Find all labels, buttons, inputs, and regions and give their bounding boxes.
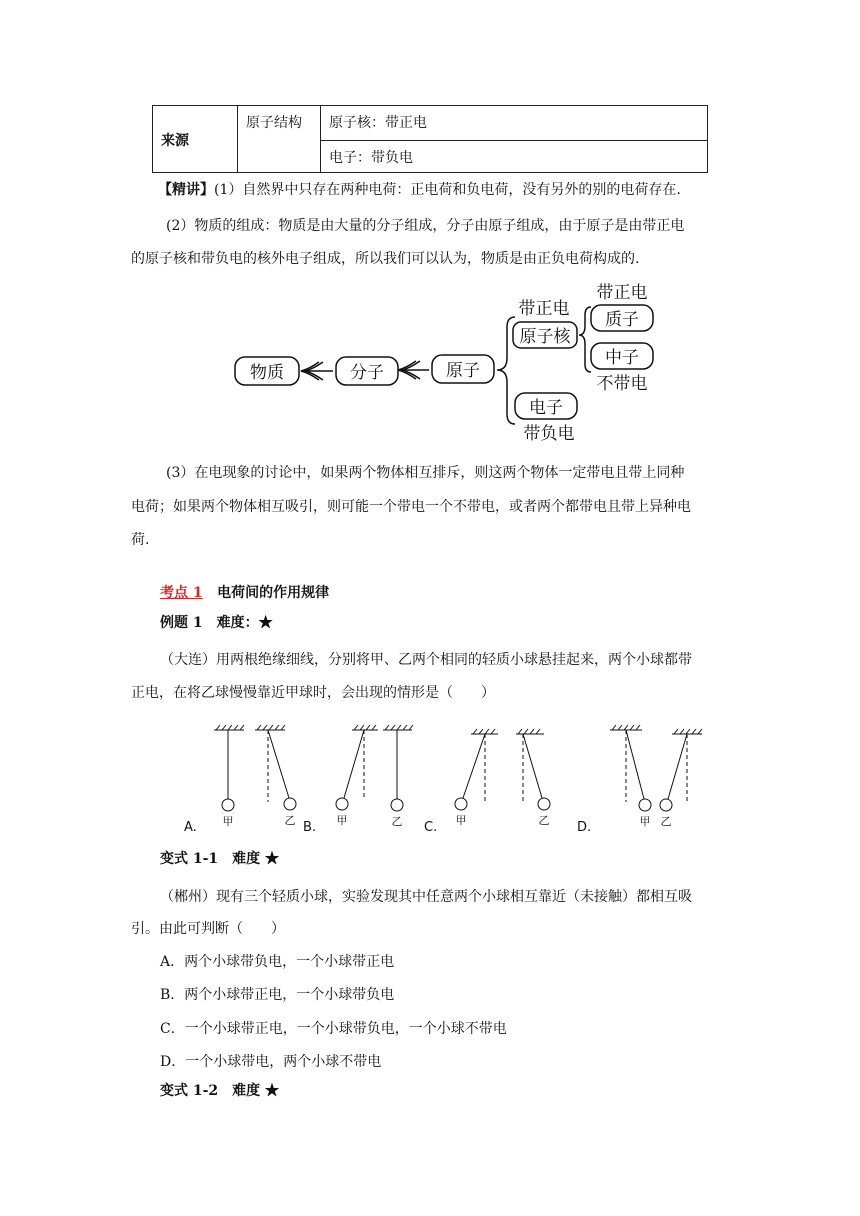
matter-structure-diagram: [225, 282, 685, 447]
svg-text:甲: 甲: [222, 815, 234, 828]
variant2-heading: 变式 1-2 难度 ★: [160, 1083, 280, 1099]
label-yuanzihe: 原子核: [519, 327, 571, 347]
ball-a-jia: [222, 799, 234, 811]
ceiling-d2: [672, 729, 702, 734]
example1-line2: 正电，在将乙球慢慢靠近甲球时，会出现的情形是（ ）: [131, 685, 495, 701]
svg-text:甲: 甲: [639, 815, 651, 828]
kaodian-heading: [160, 583, 329, 603]
label-fenzi: 分子: [350, 363, 384, 383]
ball-d-jia: [639, 799, 651, 811]
table-col-label: 原子结构: [246, 115, 302, 131]
variant1-option-b: B．两个小球带正电，一个小球带负电: [160, 987, 395, 1003]
ceiling-d1: [610, 725, 642, 730]
option-d: D.: [577, 820, 592, 834]
ball-d-yi: [660, 799, 672, 811]
svg-text:乙: 乙: [284, 814, 296, 827]
variant1-option-d: D．一个小球带电，两个小球不带电: [160, 1054, 382, 1070]
ceiling-b2: [383, 725, 413, 730]
example1-line1: （大连）用两根绝缘细线，分别将甲、乙两个相同的轻质小球悬挂起来，两个小球都带: [160, 652, 692, 668]
svg-text:乙: 乙: [391, 815, 403, 828]
variant1-option-c: C．一个小球带正电，一个小球带负电，一个小球不带电: [160, 1021, 507, 1037]
label-zhongzi-charge: 不带电: [596, 374, 648, 394]
jingjiang-p2-line2: 的原子核和带负电的核外电子组成，所以我们可以认为，物质是由正负电荷构成的.: [131, 251, 640, 267]
option-c: C.: [424, 820, 438, 834]
option-b: B.: [303, 820, 317, 834]
svg-text:甲: 甲: [455, 814, 467, 827]
kaodian-label: 考点 1: [160, 585, 203, 601]
label-dianzi-charge: 带负电: [523, 424, 575, 444]
ball-b-jia: [336, 798, 348, 810]
ball-a-yi: [284, 798, 296, 810]
ceiling-c2: [516, 729, 544, 734]
variant1-option-a: A．两个小球带负电，一个小球带正电: [160, 954, 395, 970]
ball-c-yi: [538, 798, 550, 810]
ceiling-a2: [255, 725, 285, 730]
svg-text:乙: 乙: [538, 814, 550, 827]
ball-c-jia: [455, 798, 467, 810]
table-cell: 原子核：带正电: [329, 115, 427, 131]
jingjiang-p3-line3: 荷.: [131, 532, 150, 548]
label-zhizi-charge: 带正电: [596, 283, 648, 303]
jingjiang-p3-line1: (3）在电现象的讨论中，如果两个物体相互排斥，则这两个物体一定带电且带上同种: [166, 465, 685, 481]
ceiling-a1: [214, 725, 244, 730]
jingjiang-p2-line1: (2）物质的组成：物质是由大量的分子组成，分子由原子组成，由于原子是由带正电: [166, 218, 685, 234]
jingjiang-p3-line2: 电荷；如果两个物体相互吸引，则可能一个带电一个不带电，或者两个都带电且带上异种电: [131, 499, 691, 515]
option-a: A.: [184, 820, 197, 834]
jingjiang-p1: 【精讲】(1）自然界中只存在两种电荷：正电荷和负电荷，没有另外的别的电荷存在.: [158, 182, 681, 198]
jingjiang-label: 【精讲】: [158, 182, 214, 198]
table-row-header: 来源: [161, 133, 189, 149]
label-dianzi: 电子: [529, 398, 563, 418]
example1-heading: 例题 1 难度：★: [160, 615, 273, 631]
ceiling-b1: [352, 725, 378, 730]
ceiling-c1: [471, 729, 498, 734]
label-zhizi: 质子: [605, 310, 639, 330]
svg-text:乙: 乙: [660, 815, 672, 828]
svg-text:甲: 甲: [336, 814, 348, 827]
label-yuanzi: 原子: [446, 361, 480, 381]
label-zhongzi: 中子: [605, 348, 639, 368]
variant1-heading: 变式 1-1 难度 ★: [160, 851, 280, 867]
variant1-line1: （郴州）现有三个轻质小球，实验发现其中任意两个小球相互靠近（未接触）都相互吸: [160, 889, 692, 905]
pendulum-figure: [180, 722, 720, 834]
kaodian-title: 电荷间的作用规律: [217, 585, 330, 601]
variant1-line2: 引。由此可判断（ ）: [131, 921, 285, 937]
ball-b-yi: [391, 799, 403, 811]
label-wuzhi: 物质: [250, 363, 284, 383]
label-yuanzihe-charge: 带正电: [518, 299, 570, 319]
table-cell: 电子：带负电: [329, 150, 413, 166]
source-table: [152, 105, 708, 173]
